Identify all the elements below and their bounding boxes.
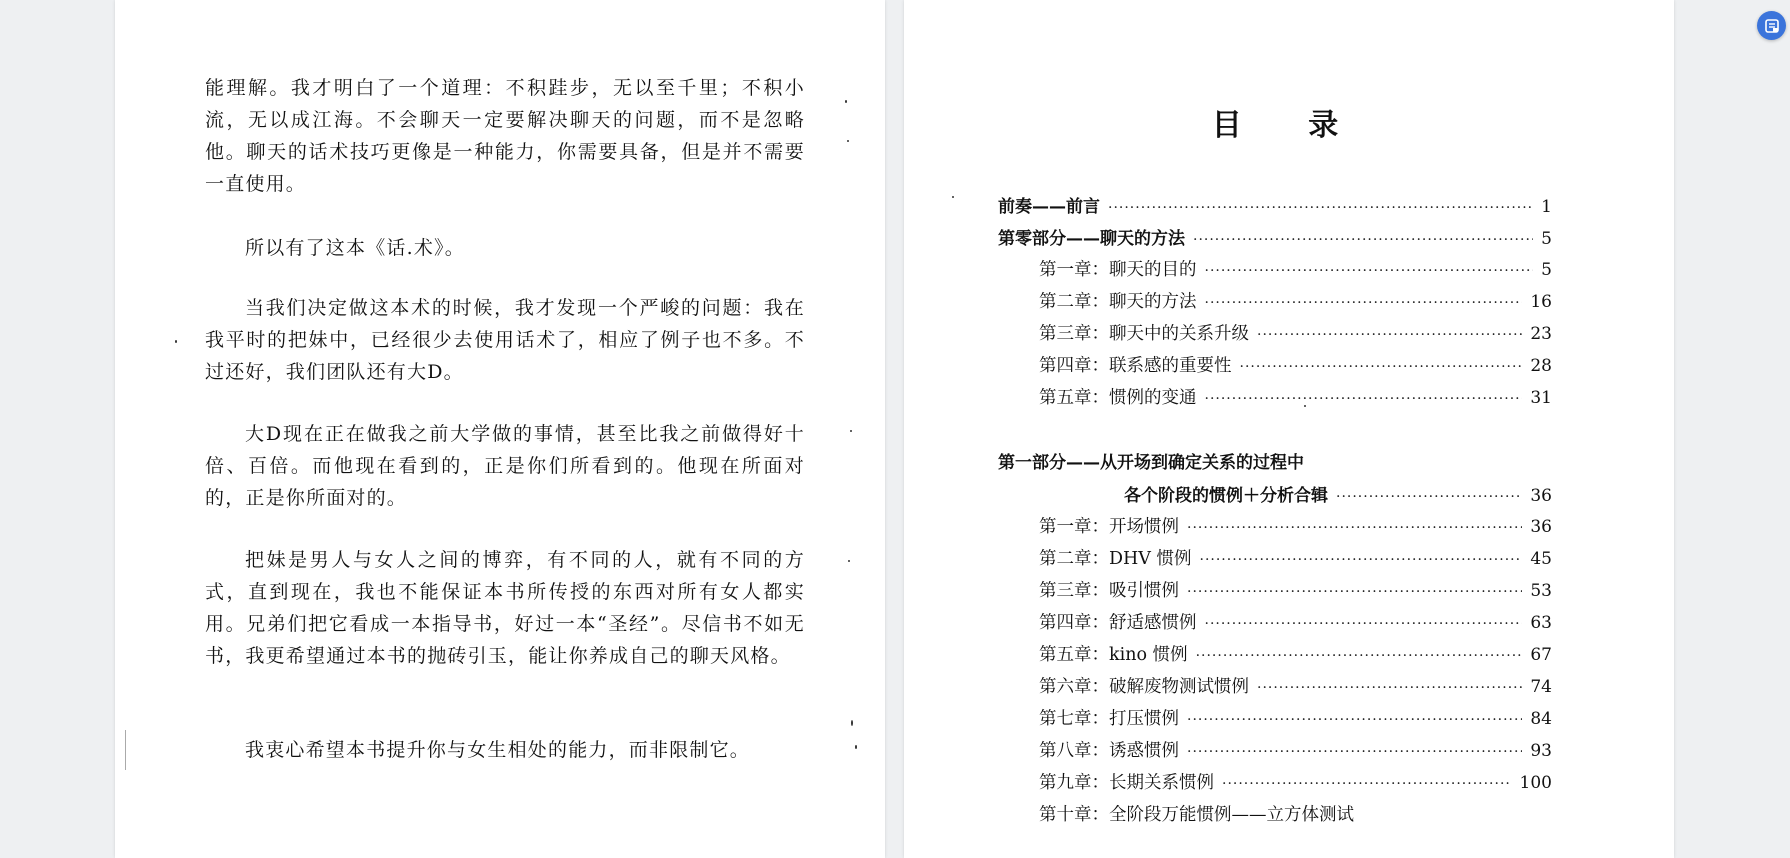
scan-speck [847, 140, 849, 142]
scan-speck [850, 430, 852, 432]
scan-speck [125, 730, 126, 770]
paragraph: 我衷心希望本书提升你与女生相处的能力，而非限制它。 [245, 739, 751, 761]
paragraph: 大D现在正在做我之前大学做的事情，甚至比我之前做得好十倍、百倍。而他现在看到的，正是你们所看到的。他现在所面对的，正是你所面对的。 [205, 423, 805, 509]
scan-speck [855, 745, 857, 749]
scan-speck [175, 340, 177, 343]
toc-entry[interactable]: 第四章：联系感的重要性 ····· 28 [998, 352, 1552, 380]
scan-document-button[interactable] [1757, 11, 1786, 40]
toc-entry[interactable]: 第一章：开场惯例 ····· 36 [998, 513, 1552, 541]
toc-entry[interactable]: 第十章：全阶段万能惯例——立方体测试 [1039, 805, 1354, 825]
toc-entry[interactable]: 第一章：聊天的目的 ····· 5 [998, 256, 1552, 284]
toc-entry[interactable]: 第二章：聊天的方法 ····· 16 [998, 288, 1552, 316]
toc-entry[interactable]: 第六章：破解废物测试惯例 ····· 74 [998, 673, 1552, 701]
toc-entry[interactable]: 第一部分——从开场到确定关系的过程中 [998, 453, 1304, 473]
toc-entry[interactable]: 第五章：kino 惯例 ····· 67 [998, 641, 1552, 669]
toc-entry[interactable]: 第五章：惯例的变通 ····· 31 [998, 384, 1552, 412]
scan-speck [1304, 405, 1306, 407]
paragraph: 把妹是男人与女人之间的博弈，有不同的人，就有不同的方式，直到现在，我也不能保证本书所传授的东西对所有女人都实用。兄弟们把它看成一本指导书，好过一本“圣经”。尽信书不如无书，我更希望通过本书的抛砖引玉，能让你养成自己的聊天风格。 [205, 549, 805, 667]
paragraph: 能理解。我才明白了一个道理：不积跬步，无以至千里；不积小流，无以成江海。不会聊天一定要解决聊天的问题，而不是忽略他。聊天的话术技巧更像是一种能力，你需要具备，但是并不需要一直使用。 [205, 77, 805, 195]
paragraph: 当我们决定做这本术的时候，我才发现一个严峻的问题：我在我平时的把妹中，已经很少去使用话术了，相应了例子也不多。不过还好，我们团队还有大D。 [205, 297, 805, 383]
scan-document-icon [1764, 18, 1780, 34]
toc-title: 目 录 [1211, 108, 1367, 143]
toc-entry[interactable]: 第七章：打压惯例 ····· 84 [998, 705, 1552, 733]
toc-entry[interactable]: 第三章：聊天中的关系升级 ····· 23 [998, 320, 1552, 348]
page-left [115, 0, 885, 858]
paragraph: 所以有了这本《话.术》。 [245, 237, 465, 259]
scan-speck [851, 720, 853, 726]
toc-entry[interactable]: 第八章：诱惑惯例 ····· 93 [998, 737, 1552, 765]
toc-entry[interactable]: 第三章：吸引惯例 ····· 53 [998, 577, 1552, 605]
toc-entry[interactable]: 各个阶段的惯例＋分析合辑 ····· 36 [998, 481, 1552, 509]
scan-speck [848, 560, 850, 562]
toc-entry[interactable]: 前奏——前言 ····· 1 [998, 192, 1552, 220]
scan-speck [845, 100, 847, 103]
toc-entry[interactable]: 第零部分——聊天的方法 ····· 5 [998, 224, 1552, 252]
toc-entry[interactable]: 第二章：DHV 惯例 ····· 45 [998, 545, 1552, 573]
page-right [904, 0, 1674, 858]
scan-speck [952, 196, 954, 198]
toc-entry[interactable]: 第四章：舒适感惯例 ····· 63 [998, 609, 1552, 637]
toc-entry[interactable]: 第九章：长期关系惯例 ····· 100 [998, 769, 1552, 797]
